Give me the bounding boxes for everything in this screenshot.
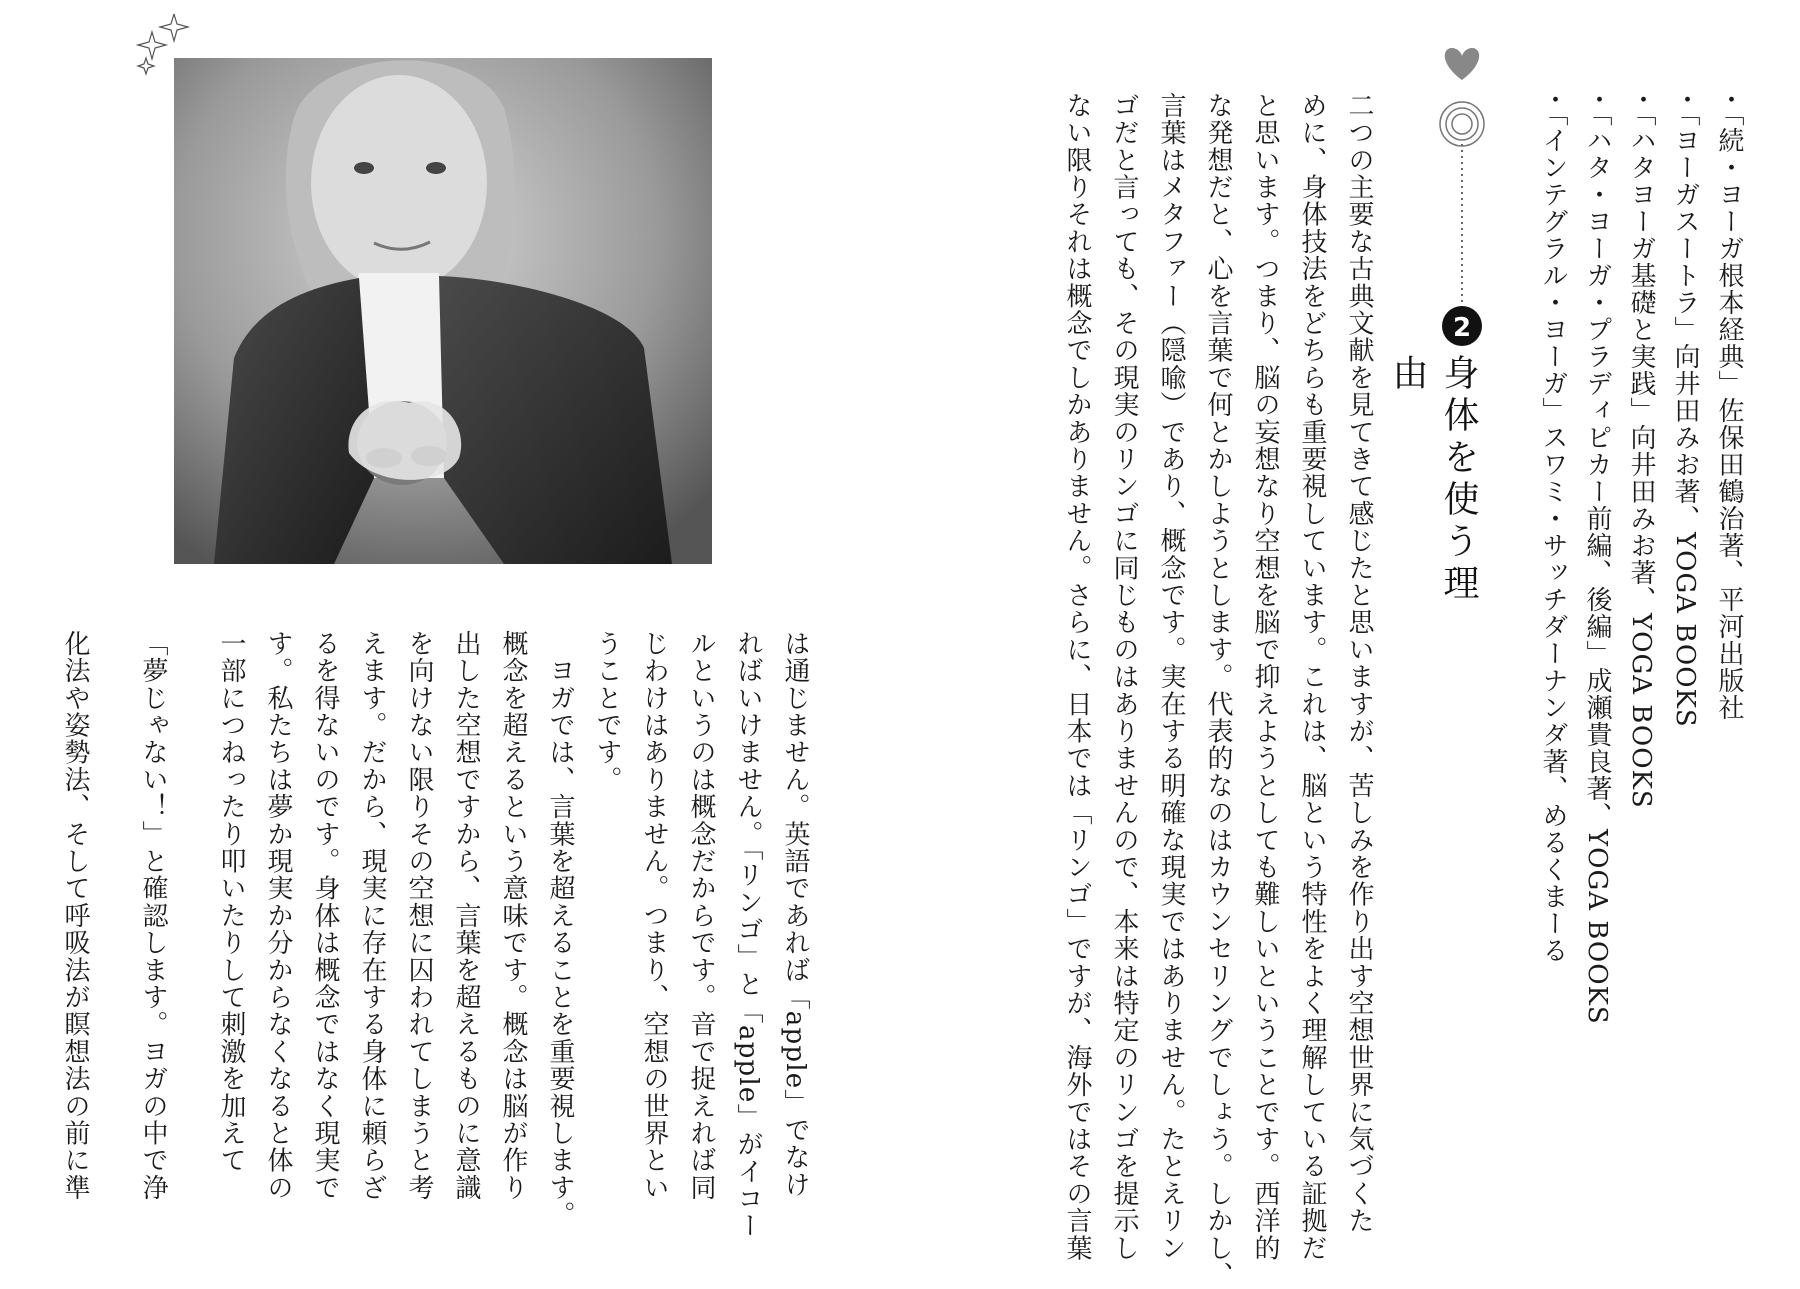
upper-paragraph-line: ない限りそれは概念でしかありません。さらに、日本では「リンゴ」ですが、海外ではその言葉 xyxy=(1062,92,1092,1262)
book-list-item: ・「ヨーガスートラ」向井田みお著、YOGA BOOKS xyxy=(1670,86,1700,728)
lower-paragraph-line: ヨガでは、言葉を超えることを重要視します。 xyxy=(545,630,575,1229)
upper-paragraph-line: 二つの主要な古典文献を見てきて感じたと思いますが、苦しみを作り出す空想世界に気づくた xyxy=(1344,92,1374,1235)
upper-paragraph-line: めに、身体技法をどちらも重要視しています。これは、脳という特性をよく理解している証拠だ xyxy=(1297,92,1327,1262)
lower-paragraph-line: 化法や姿勢法、そして呼吸法が瞑想法の前に準 xyxy=(60,630,90,1202)
section-title: 身体を使う理由 xyxy=(1387,354,1479,606)
upper-paragraph-line: と思います。つまり、脳の妄想なり空想を脳で抑えようとしても難しいということです。西洋的 xyxy=(1250,92,1280,1262)
lower-paragraph-line: うことです。 xyxy=(592,630,622,794)
heart-icon xyxy=(1445,48,1479,80)
lower-paragraph-line: は通じません。英語であれば「apple」でなけ xyxy=(780,630,810,1199)
lower-paragraph-line: ルというのは概念だからです。音で捉えれば同 xyxy=(686,630,716,1202)
lower-paragraph-line: じわけはありません。つまり、空想の世界とい xyxy=(639,630,669,1202)
lower-paragraph-line: 一部につねったり叩いたりして刺激を加えて xyxy=(216,630,246,1174)
sparkle-icon xyxy=(136,14,194,80)
section-number: 2 xyxy=(1452,313,1472,343)
lower-paragraph-line: す。私たちは夢か現実か分からなくなると体の xyxy=(263,630,293,1202)
lower-paragraph-line: を向けない限りその空想に囚われてしまうと考 xyxy=(404,630,434,1202)
upper-paragraph-line: ゴだと言っても、その現実のリンゴに同じものはありませんので、本来は特定のリンゴを提示し xyxy=(1109,92,1139,1262)
lower-paragraph-line: るを得ないのです。身体は概念ではなく現実で xyxy=(310,630,340,1202)
upper-paragraph-line: な発想だと、心を言葉で何とかしようとします。代表的なのはカウンセリングでしょう。しかし、 xyxy=(1203,92,1233,1289)
book-list-item: ・「インテグラル・ヨーガ」スワミ・サッチダーナンダ著、めるくまーる xyxy=(1538,86,1568,964)
section-ornament xyxy=(1430,44,1494,350)
lower-paragraph-line: ればいけません。「リンゴ」と「apple」がイコー xyxy=(733,630,763,1240)
upper-paragraph-line: 言葉はメタファー（隠喩）であり、概念です。実在する明確な現実ではありません。たとえリン xyxy=(1156,92,1186,1262)
lower-paragraph-line: 概念を超えるという意味です。概念は脳が作り xyxy=(498,630,528,1202)
lower-paragraph-line: えます。だから、現実に存在する身体に頼らざ xyxy=(357,630,387,1202)
lower-paragraph-line: 出した空想ですから、言葉を超えるものに意識 xyxy=(451,630,481,1202)
book-list-item: ・「続・ヨーガ根本経典」佐保田鶴治著、平河出版社 xyxy=(1714,86,1744,721)
book-list-item: ・「ハタヨーガ基礎と実践」向井田みお著、YOGA BOOKS xyxy=(1626,86,1656,809)
photo-girl-with-apple xyxy=(174,58,712,564)
lower-paragraph-line: 「夢じゃない！」と確認します。ヨガの中で浄 xyxy=(138,630,168,1202)
book-list-item: ・「ハタ・ヨーガ・プラディピカー前編、後編」成瀬貴良著、YOGA BOOKS xyxy=(1582,86,1612,1025)
